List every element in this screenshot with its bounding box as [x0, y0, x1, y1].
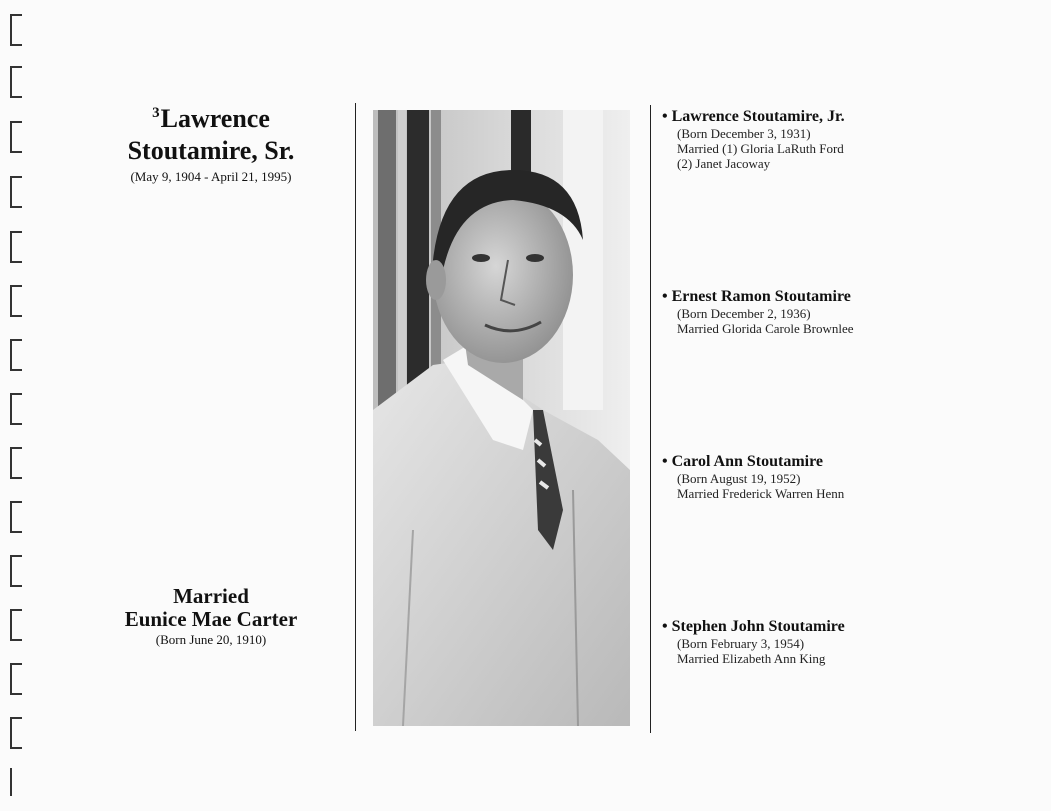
spouse-label: Married — [173, 584, 249, 608]
child-entry — [662, 618, 845, 666]
right-divider — [650, 105, 651, 733]
bullet-icon: • — [662, 108, 668, 125]
binding-hole — [10, 501, 22, 533]
child-born: (Born December 2, 1936) — [677, 306, 811, 321]
child-name: • Stephen John Stoutamire — [662, 618, 845, 635]
child-born: (Born December 3, 1931) — [677, 126, 811, 141]
generation-number: 3 — [152, 105, 160, 122]
subject-block — [80, 103, 342, 185]
binding-hole — [10, 176, 22, 208]
subject-name-line1: Lawrence — [160, 104, 270, 133]
child-name: • Carol Ann Stoutamire — [662, 453, 824, 470]
binding-hole — [10, 717, 22, 749]
bullet-icon: • — [662, 453, 668, 470]
child-married-second: (2) Janet Jacoway — [677, 156, 771, 171]
binding-hole — [10, 393, 22, 425]
portrait-photo — [373, 110, 630, 726]
binding-hole — [10, 66, 22, 98]
subject-name-line2: Stoutamire, Sr. — [127, 136, 295, 165]
binding-hole — [10, 231, 22, 263]
binding-hole — [10, 339, 22, 371]
spouse-block — [80, 585, 342, 648]
binding-hole — [10, 555, 22, 587]
child-name: • Ernest Ramon Stoutamire — [662, 288, 851, 305]
child-married: Married Frederick Warren Henn — [677, 486, 845, 501]
binding-hole — [10, 768, 22, 796]
binding-hole — [10, 609, 22, 641]
child-married: Married Elizabeth Ann King — [677, 651, 826, 666]
child-married: Married (1) Gloria LaRuth Ford — [677, 141, 844, 156]
binding-holes — [10, 0, 24, 811]
binding-hole — [10, 14, 22, 46]
portrait-illustration — [373, 110, 630, 726]
child-entry — [662, 453, 844, 501]
child-entry — [662, 288, 854, 336]
child-married: Married Glorida Carole Brownlee — [677, 321, 854, 336]
spouse-name: Eunice Mae Carter — [124, 607, 298, 631]
child-entry — [662, 108, 845, 171]
subject-name — [80, 103, 342, 135]
child-born: (Born August 19, 1952) — [677, 471, 801, 486]
bullet-icon: • — [662, 288, 668, 305]
child-name: • Lawrence Stoutamire, Jr. — [662, 108, 845, 125]
bullet-icon: • — [662, 618, 668, 635]
spouse-born: (Born June 20, 1910) — [155, 632, 267, 647]
binding-hole — [10, 121, 22, 153]
binding-hole — [10, 447, 22, 479]
binding-hole — [10, 663, 22, 695]
binding-hole — [10, 285, 22, 317]
child-born: (Born February 3, 1954) — [677, 636, 805, 651]
subject-dates: (May 9, 1904 - April 21, 1995) — [130, 169, 292, 184]
left-divider — [355, 103, 356, 731]
